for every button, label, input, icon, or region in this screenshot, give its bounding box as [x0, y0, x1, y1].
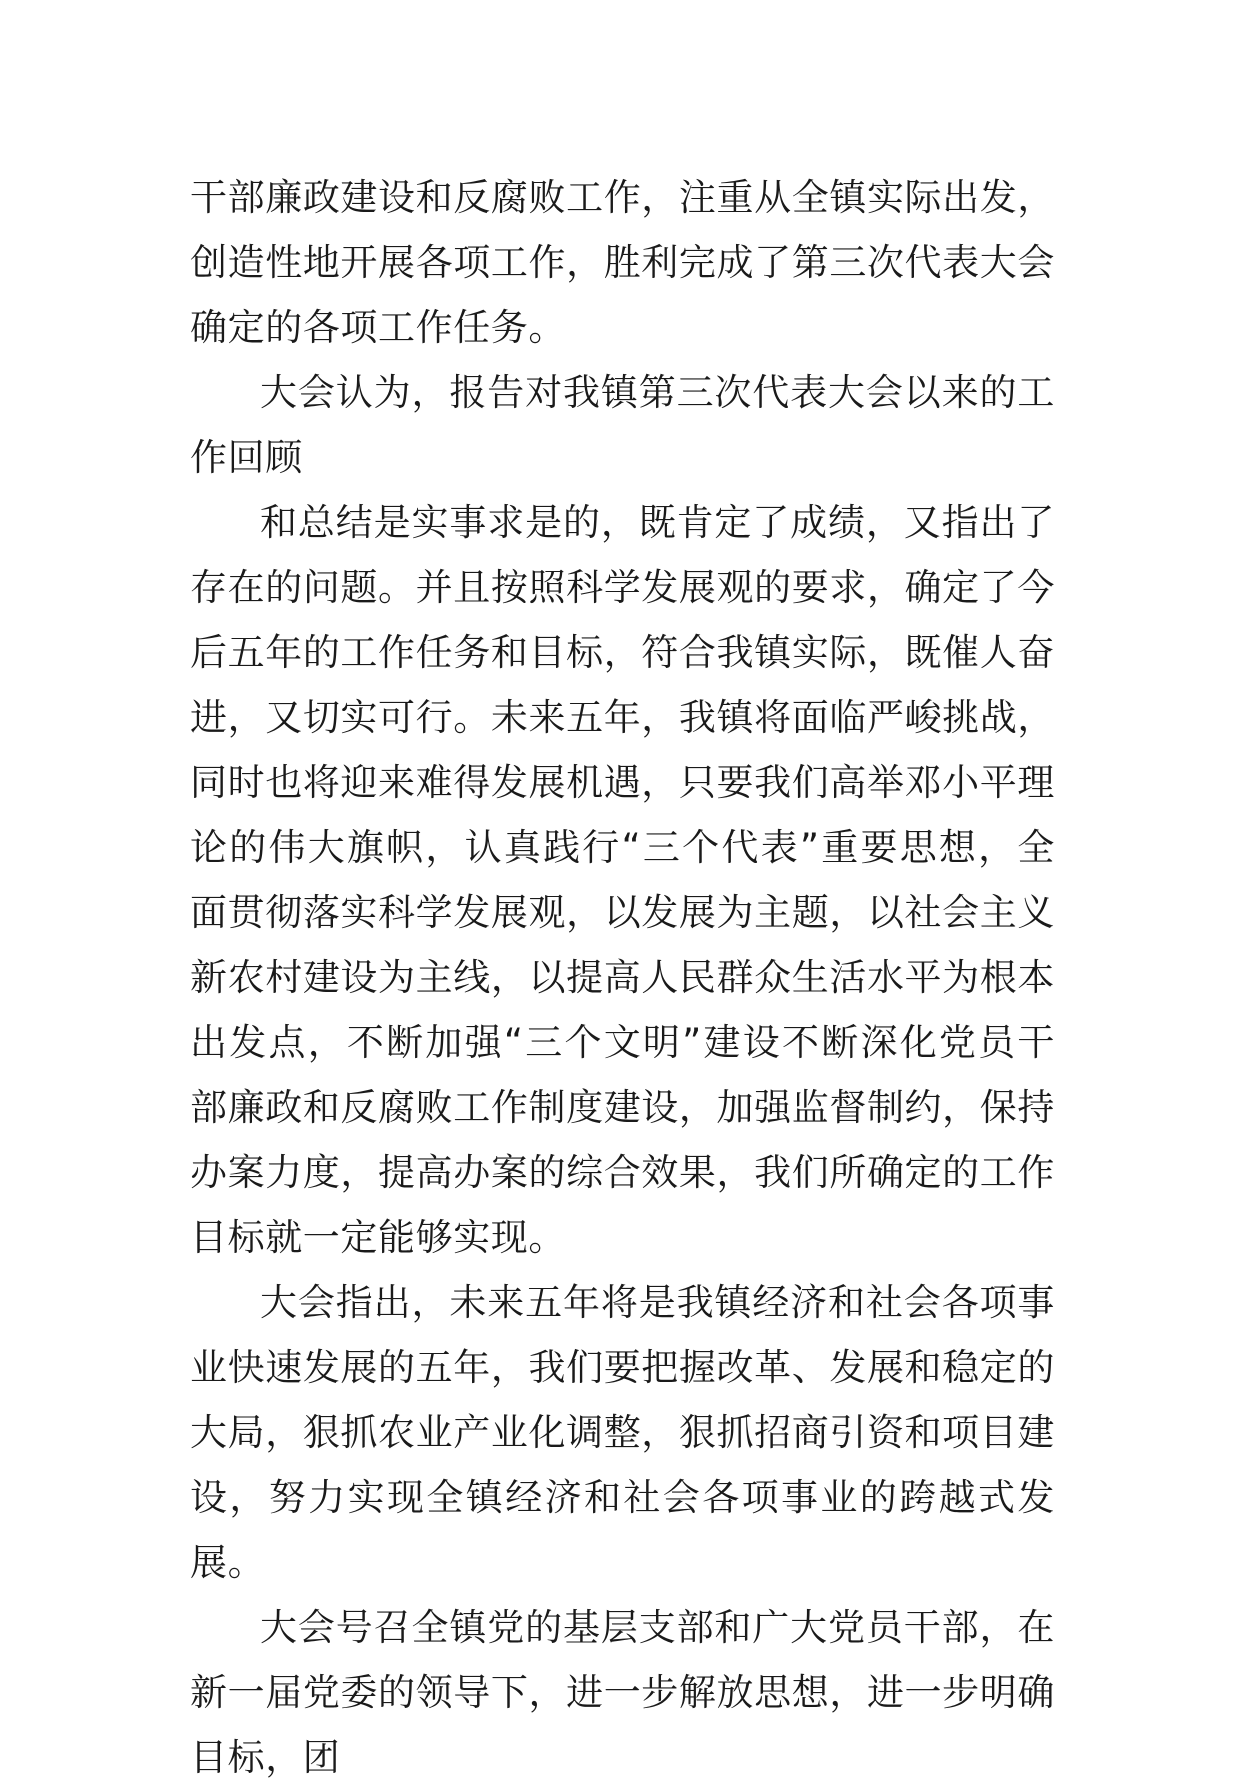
paragraph-congress-review: 大会认为，报告对我镇第三次代表大会以来的工作回顾: [190, 371, 1055, 479]
paragraph-congress-points: 大会指出，未来五年将是我镇经济和社会各项事业快速发展的五年，我们要把握改革、发展和稳定的大局，狠抓农业产业化调整，狠抓招商引资和项目建设，努力实现全镇经济和社会各项事业的跨越式发展。: [190, 1281, 1055, 1584]
paragraph-congress-call: 大会号召全镇党的基层支部和广大党员干部，在新一届党委的领导下，进一步解放思想，进一步明确目标，团: [190, 1606, 1055, 1779]
document-body: [190, 165, 1055, 1790]
paragraph-summary-assessment: 和总结是实事求是的，既肯定了成绩，又指出了存在的问题。并且按照科学发展观的要求，确定了今后五年的工作任务和目标，符合我镇实际，既催人奋进，又切实可行。未来五年，我镇将面临严峻挑战，同时也将迎来难得发展机遇，只要我们高举邓小平理论的伟大旗帜，认真践行“三个代表”重要思想，全面贯彻落实科学发展观，以发展为主题，以社会主义新农村建设为主线，以提高人民群众生活水平为根本出发点，不断加强“三个文明”建设不断深化党员干部廉政和反腐败工作制度建设，加强监督制约，保持办案力度，提高办案的综合效果，我们所确定的工作目标就一定能够实现。: [190, 501, 1055, 1259]
paragraph-continuation: 干部廉政建设和反腐败工作，注重从全镇实际出发，创造性地开展各项工作，胜利完成了第三次代表大会确定的各项工作任务。: [190, 176, 1055, 349]
